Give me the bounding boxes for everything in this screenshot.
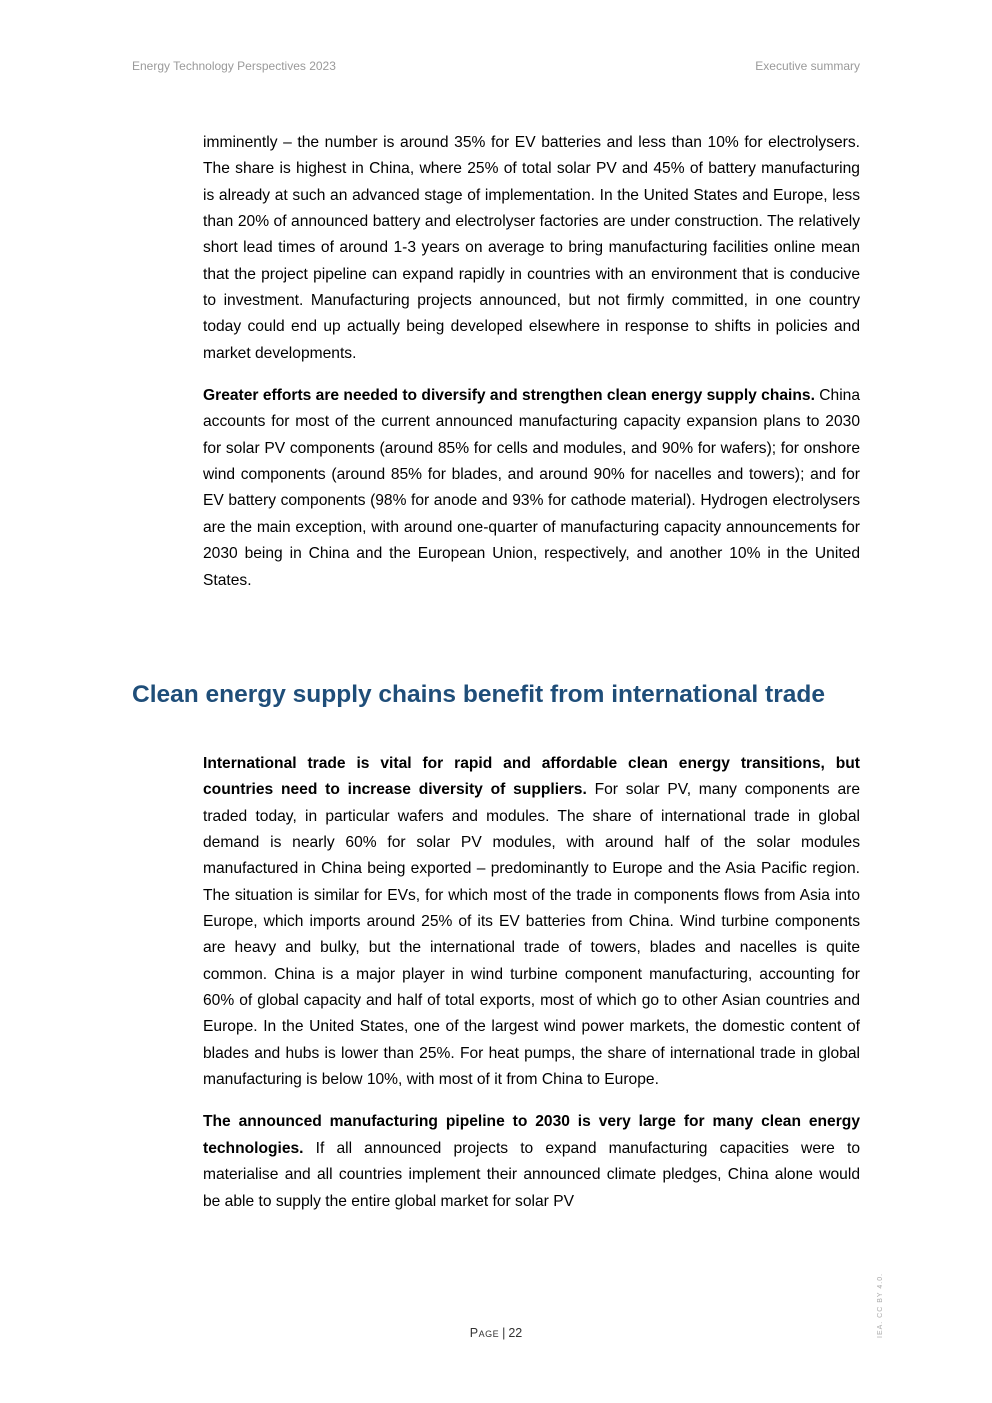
paragraph-text: For solar PV, many components are traded today, in particular wafers and modules. The share of international trade in global demand is nearly 60% for solar PV modules, with around half of the solar modules manufactured in China being exported – predominantly to Europe and the Asia Pacific region. The situation is similar for EVs, for which most of the trade in components flows from Asia into Europe, which imports around 25% of its EV batteries from China. Wind turbine components are heavy and bulky, but the international trade of towers, blades and nacelles is quite common. China is a major player in wind turbine component manufacturing, accounting for 60% of global capacity and half of total exports, most of which go to other Asian countries and Europe. In the United States, one of the largest wind power markets, the domestic content of blades and hubs is lower than 25%. For heat pumps, the share of international trade in global manufacturing is below 10%, with most of it from China to Europe.: [203, 781, 860, 1089]
document-title: Energy Technology Perspectives 2023: [132, 59, 336, 73]
paragraph-lead: International trade is vital for rapid and affordable clean energy transitions, but countries need to increase diversity of suppliers.: [203, 755, 860, 799]
paragraph-continuation: [203, 130, 860, 367]
body-text-upper: [203, 130, 860, 594]
paragraph-international-trade: [203, 751, 860, 1093]
chapter-title: Executive summary: [755, 59, 860, 73]
body-text-lower: [203, 751, 860, 1215]
paragraph-text: imminently – the number is around 35% for EV batteries and less than 10% for electrolysers. The share is highest in China, where 25% of total solar PV and 45% of battery manufacturing is already at such an advanced stage of implementation. In the United States and Europe, less than 20% of announced battery and electrolyser factories are under construction. The relatively short lead times of around 1-3 years on average to bring manufacturing facilities online mean that the project pipeline can expand rapidly in countries with an environment that is conducive to investment. Manufacturing projects announced, but not firmly committed, in one country today could end up actually being developed elsewhere in response to shifts in policies and market developments.: [203, 134, 860, 362]
paragraph-lead: The announced manufacturing pipeline to 2030 is very large for many clean energy technologies.: [203, 1113, 860, 1157]
page-footer: [0, 1326, 992, 1340]
section-heading: Clean energy supply chains benefit from international trade: [132, 681, 825, 708]
page-number: 22: [508, 1326, 523, 1340]
paragraph-text: If all announced projects to expand manufacturing capacities were to materialise and all countries implement their announced climate pledges, China alone would be able to supply the entire global market for solar PV: [203, 1139, 860, 1210]
license-credit: IEA. CC BY 4.0.: [877, 1272, 884, 1338]
page-separator: |: [502, 1326, 506, 1340]
paragraph-supply-chains: [203, 383, 860, 594]
paragraph-manufacturing-pipeline: [203, 1109, 860, 1214]
paragraph-lead: Greater efforts are needed to diversify and strengthen clean energy supply chains.: [203, 387, 815, 405]
page-label: Page: [469, 1326, 500, 1340]
running-header: [132, 59, 860, 73]
paragraph-text: China accounts for most of the current announced manufacturing capacity expansion plans to 2030 for solar PV components (around 85% for cells and modules, and 90% for wafers); for onshore wind components (around 85% for blades, and around 90% for nacelles and towers); and for EV battery components (98% for anode and 93% for cathode material). Hydrogen electrolysers are the main exception, with around one-quarter of manufacturing capacity announcements for 2030 being in China and the European Union, respectively, and another 10% in the United States.: [203, 387, 861, 589]
